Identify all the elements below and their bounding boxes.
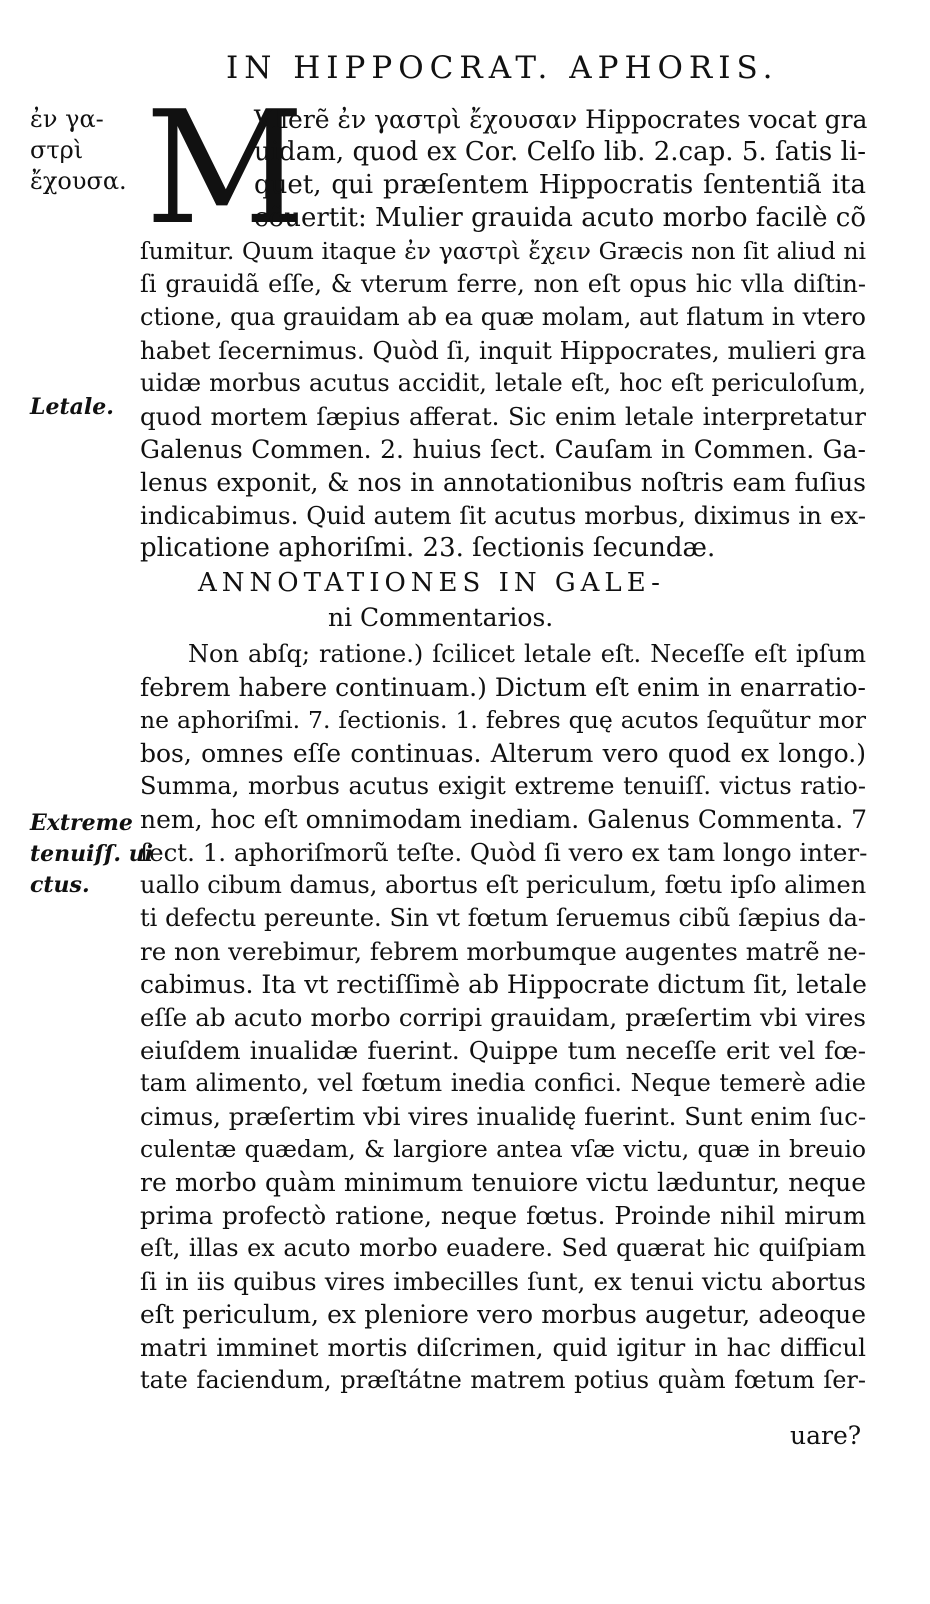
text-line: tate faciendum, præſtátne matrem potius quàm fœtum ſer- (140, 1366, 866, 1394)
margin-note-line: ctus. (30, 872, 90, 898)
margin-note-line: ἐν γα- (30, 105, 104, 133)
margin-note-line: Letale. (30, 394, 114, 420)
text-line: ſumitur. Quum itaque ἐν γαστρὶ ἔχειν Græcis non ſit aliud ni (140, 237, 866, 265)
text-line: indicabimus. Quid autem ſit acutus morbus, diximus in ex- (140, 501, 866, 530)
margin-note-line: Extreme (30, 810, 133, 836)
margin-note-extreme (30, 808, 153, 901)
text-line: cõuertit: Mulier grauida acuto morbo facilè cõ (254, 203, 866, 233)
text-line: Non abſq; ratione.) ſcilicet letale eſt. Neceſſe eſt ipſum (188, 640, 866, 668)
text-line: quet, qui præſentem Hippocratis ſententiã ita (254, 170, 866, 200)
drop-cap: M (145, 103, 305, 233)
text-line: culentæ quædam, & largiore antea vſæ victu, quæ in breuio (140, 1135, 866, 1163)
text-line: ti defectu pereunte. Sin vt fœtum ſeruemus cibũ ſæpius da- (140, 904, 866, 932)
text-line: ctione, qua grauidam ab ea quæ molam, aut flatum in vtero (140, 303, 866, 331)
text-line: eiuſdem inualidæ fuerint. Quippe tum neceſſe erit vel fœ- (140, 1036, 866, 1065)
margin-note-line: tenuiſſ. ui (30, 841, 154, 867)
text-line: re non verebimur, febrem morbumque augentes matrẽ ne- (140, 937, 866, 966)
text-line: febrem habere continuam.) Dictum eſt enim in enarratio- (140, 673, 866, 702)
margin-note-line: ἔχουσα. (30, 167, 127, 195)
annotations-subheading: ni Commentarios. (328, 603, 554, 632)
text-line: matri imminet mortis diſcrimen, quid igitur in hac difficul (140, 1333, 866, 1362)
margin-note-line: στρὶ (30, 136, 84, 164)
text-line: eſt periculum, ex pleniore vero morbus augetur, adeoque (140, 1300, 866, 1329)
text-line: ſect. 1. aphoriſmorũ teſte. Quòd ſi vero ex tam longo inter- (140, 838, 868, 867)
text-line: plicatione aphoriſmi. 23. ſectionis ſecundæ. (140, 533, 716, 563)
running-head: IN HIPPOCRAT. APHORIS. (226, 50, 779, 86)
text-line: ſi in iis quibus vires imbecilles ſunt, ex tenui victu abortus (140, 1267, 866, 1296)
text-line: bos, omnes eſſe continuas. Alterum vero quod ex longo.) (140, 739, 866, 768)
text-line: eſt, illas ex acuto morbo euadere. Sed quærat hic quiſpiam (140, 1234, 866, 1262)
text-line: prima profectò ratione, neque fœtus. Proinde nihil mirum (140, 1201, 866, 1230)
text-line: quod mortem ſæpius afferat. Sic enim letale interpretatur (140, 402, 866, 431)
text-line: uidæ morbus acutus accidit, letale eſt, hoc eſt periculoſum, (140, 369, 866, 397)
text-line: eſſe ab acuto morbo corripi grauidam, præſertim vbi vires (140, 1003, 866, 1032)
text-line: ſi grauidã eſſe, & vterum ferre, non eſt opus hic vlla diſtin- (140, 270, 866, 298)
text-line: lenus exponit, & nos in annotationibus noſtris eam fuſius (140, 468, 866, 497)
text-line: re morbo quàm minimum tenuiore victu læduntur, neque (140, 1168, 866, 1197)
text-line: habet ſecernimus. Quòd ſi, inquit Hippocrates, mulieri gra (140, 336, 866, 365)
catchword: uare? (790, 1421, 862, 1450)
text-line: cimus, præſertim vbi vires inualidę fuerint. Sunt enim ſuc- (140, 1102, 867, 1131)
text-line: nem, hoc eſt omnimodam inediam. Galenus Commenta. 7 (140, 805, 868, 834)
text-line: cabimus. Ita vt rectiſſimè ab Hippocrate dictum ſit, letale (140, 970, 867, 999)
annotations-heading: ANNOTATIONES IN GALE- (198, 568, 665, 598)
text-line: Vlierẽ ἐν γαστρὶ ἔχουσαν Hippocrates vocat gra (254, 105, 868, 134)
text-line: Summa, morbus acutus exigit extreme tenuiſſ. victus ratio- (140, 772, 866, 800)
margin-note-greek (30, 104, 127, 197)
margin-note-letale (30, 392, 114, 423)
text-line: uidam, quod ex Cor. Celſo lib. 2.cap. 5. ſatis li- (254, 137, 866, 167)
text-line: ne aphoriſmi. 7. ſectionis. 1. febres quę acutos ſequũtur mor (140, 706, 866, 734)
text-line: Galenus Commen. 2. huius ſect. Cauſam in Commen. Ga- (140, 435, 866, 464)
text-line: uallo cibum damus, abortus eſt periculum, fœtu ipſo alimen (140, 871, 867, 899)
text-line: tam alimento, vel fœtum inedia confici. Neque temerè adie (140, 1069, 866, 1097)
